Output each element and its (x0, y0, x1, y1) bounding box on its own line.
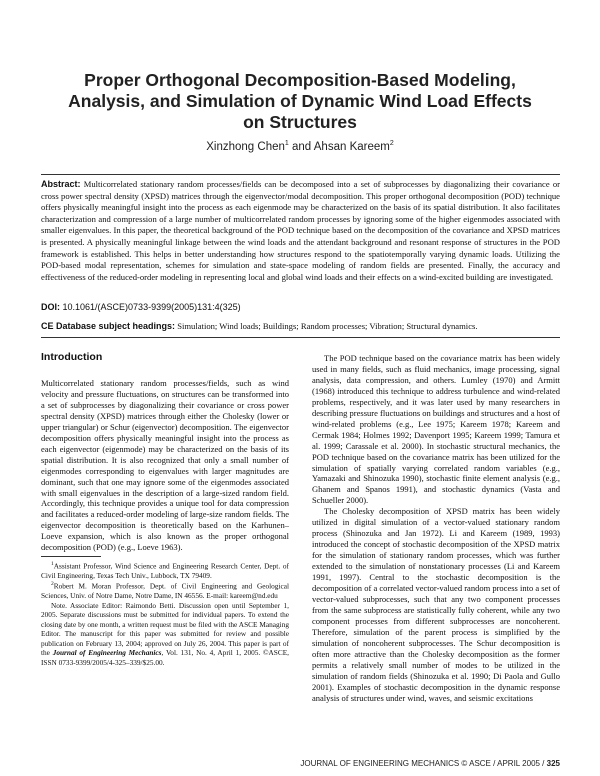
abstract-text: Multicorrelated stationary random processes/fields can be decomposed into a set of subprocesses by diagonalizing their covariance or cross power spectral density (XPSD) matrices through the eigenvector/modal decomposition. This proper orthogonal decomposition (POD) technique offers physically meaningful insight into the process as each eigenmode may be characterized on the basis of its spatial distribution. It also facilitates characterization and compression of a large number of multicorrelated random processes by ignoring some of the higher eigenmodes associated with smaller eigenvalues. In this paper, the theoretical background of the POD technique based on the decomposition of the covariance and XPSD matrices is presented. A physically meaningful linkage between the wind loads and the attendant background and resonant response of structures in the POD framework is established. This helps in better understanding how structures respond to the spatiotemporally varying dynamic loads. Utilizing the POD-based modal representation, schemes for simulation and state-space modeling of random fields are presented. Finally, the accuracy and effectiveness of the reduced-order modeling in representing local and global wind loads and their effects on a wind-excited building are investigated. (41, 179, 560, 282)
author-affiliation-mark: 2 (389, 140, 394, 147)
subject-headings (41, 321, 560, 333)
paragraph: Multicorrelated stationary random processes/fields, such as wind velocity and pressure fluctuations, on structures can be transformed into a set of subprocesses by diagonalizing their covariance or cross power spectral density (XPSD) matrices through either the Cholesky (lower or upper triangular) or Schur (eigenvector) decomposition. The eigenvector decomposition offers physically meaningful insight into the process as each eigenvector (eigenmode) may be characterized on the basis of its spatial distribution. It is also recognized that only a small number of eigenmodes corresponding to eigenvalues with larger magnitudes are dominant, such that one may ignore some of the eigenmodes associated with small eigenvalues in the description of a large-sized random field. Accordingly, this technique provides a unique tool for data compression and facilitates a reduced-order modeling of large-size random fields. The eigenvector decomposition is theoretically based on the Karhunen–Loeve expansion, which is also known as the proper orthogonal decomposition (POD) (e.g., Loeve 1963). (41, 378, 289, 553)
author-name: Xinzhong Chen (206, 140, 285, 153)
subject-headings-label: CE Database subject headings: (41, 321, 176, 331)
footnote (41, 560, 289, 580)
editorial-note (41, 601, 289, 668)
note-journal-name: Journal of Engineering Mechanics (52, 648, 162, 658)
note-text: Note. Associate Editor: Raimondo Betti. Discussion open until September 1, 2005. Separate discussions must be submitted for individual papers. To extend the closing date by one month, a written request must be filed with the ASCE Managing Editor. The manuscript for this paper was submitted for review and possible publication on February 13, 2004; approved on July 26, 2004. This paper is part of the (41, 600, 289, 658)
footnote (41, 580, 289, 600)
note-text: , Vol. 131, No. 4, April 1, 2005. ©ASCE, ISSN 0733-9399/2005/4-325–339/$25.00. (41, 648, 289, 667)
author-name: Ahsan Kareem (313, 140, 390, 153)
paper-title: Proper Orthogonal Decomposition-Based Modeling, Analysis, and Simulation of Dynamic Wind Load Effects on Structures (68, 70, 532, 132)
doi-line (41, 302, 560, 314)
abstract (41, 179, 560, 283)
footnote-mark: 1 (51, 561, 54, 567)
doi-label: DOI: (41, 302, 60, 312)
abstract-label: Abstract: (41, 179, 81, 189)
footer-journal: JOURNAL OF ENGINEERING MECHANICS © ASCE / APRIL 2005 / (300, 759, 545, 768)
paragraph: The Cholesky decomposition of XPSD matrix has been widely utilized in digital simulation of a vector-valued stationary random process (Shinozuka and Jan 1972). Li and Kareem (1989, 1993) introduced the concept of stochastic decomposition of the XPSD matrix for the simulation of stationary random processes, which was further extended to the simulation of nonstationary processes (Li and Kareem 1991, 1997). Central to the stochastic decomposition is the decomposition of a correlated vector-valued random process into a set of vector-valued subprocesses, such that any two component processes from the same subprocess are statistically fully coherent, while any two component processes from different subprocesses are noncoherent. Therefore, simulation of the parent process is simplified by the simulation of noncoherent subprocesses. The Schur decomposition is often more attractive than the Cholesky decomposition as the former permits a relatively small number of modes to be utilized in the simulation of random fields (Shinozuka et al. 1990; Di Paola and Gullo 2001). Examples of stochastic decomposition in the dynamic response analysis of structures under wind, waves, and seismic excitations (312, 506, 560, 703)
bottom-divider (41, 337, 560, 338)
footnote-text: Assistant Professor, Wind Science and Engineering Research Center, Dept. of Civil Engineering, Texas Tech Univ., Lubbock, TX 79409. (41, 561, 289, 580)
footnote-mark: 2 (51, 581, 54, 588)
footnotes (41, 560, 289, 667)
footnote-text: Robert M. Moran Professor, Dept. of Civil Engineering and Geological Sciences, Univ. of Notre Dame, Notre Dame, IN 46556. E-mail: kareem@nd.edu (41, 581, 289, 601)
author-line (60, 140, 540, 153)
top-divider (41, 174, 560, 175)
page-footer (300, 759, 560, 768)
page-number: 325 (546, 759, 560, 768)
right-column-body (312, 353, 560, 704)
author-affiliation-mark: 1 (284, 140, 289, 147)
paragraph: The POD technique based on the covariance matrix has been widely used in many fields, such as fluid mechanics, image processing, signal analysis, data compression, and others. Lumley (1970) and Armitt (1968) introduced this technique to address turbulence and wind-related problems, respectively, and it was later used by many researchers in describing pressure fluctuations on buildings and structures and a host of wind-related problems (e.g., Lee 1975; Kareem 1978; Kareem and Cermak 1984; Holmes 1992; Davenport 1995; Kareem 1999; Tamura et al. 1999; Carassale et al. 2000). In stochastic structural mechanics, the POD technique based on the covariance matrix has been utilized for the simulation of spatially varying correlated random variables (e.g., Yamazaki and Shinozuka 1990), stochastic finite element analysis (e.g., Ghanem and Spanos 1991), and stochastic dynamics (Vasta and Schueller 2000). (312, 353, 560, 506)
section-heading-introduction: Introduction (41, 351, 103, 363)
subject-headings-value: Simulation; Wind loads; Buildings; Random processes; Vibration; Structural dynamics. (177, 321, 478, 331)
left-column-body (41, 378, 289, 553)
footnote-divider (41, 556, 101, 557)
doi-value[interactable]: 10.1061/(ASCE)0733-9399(2005)131:4(325) (62, 302, 241, 312)
author-conjunction: and (292, 140, 312, 153)
